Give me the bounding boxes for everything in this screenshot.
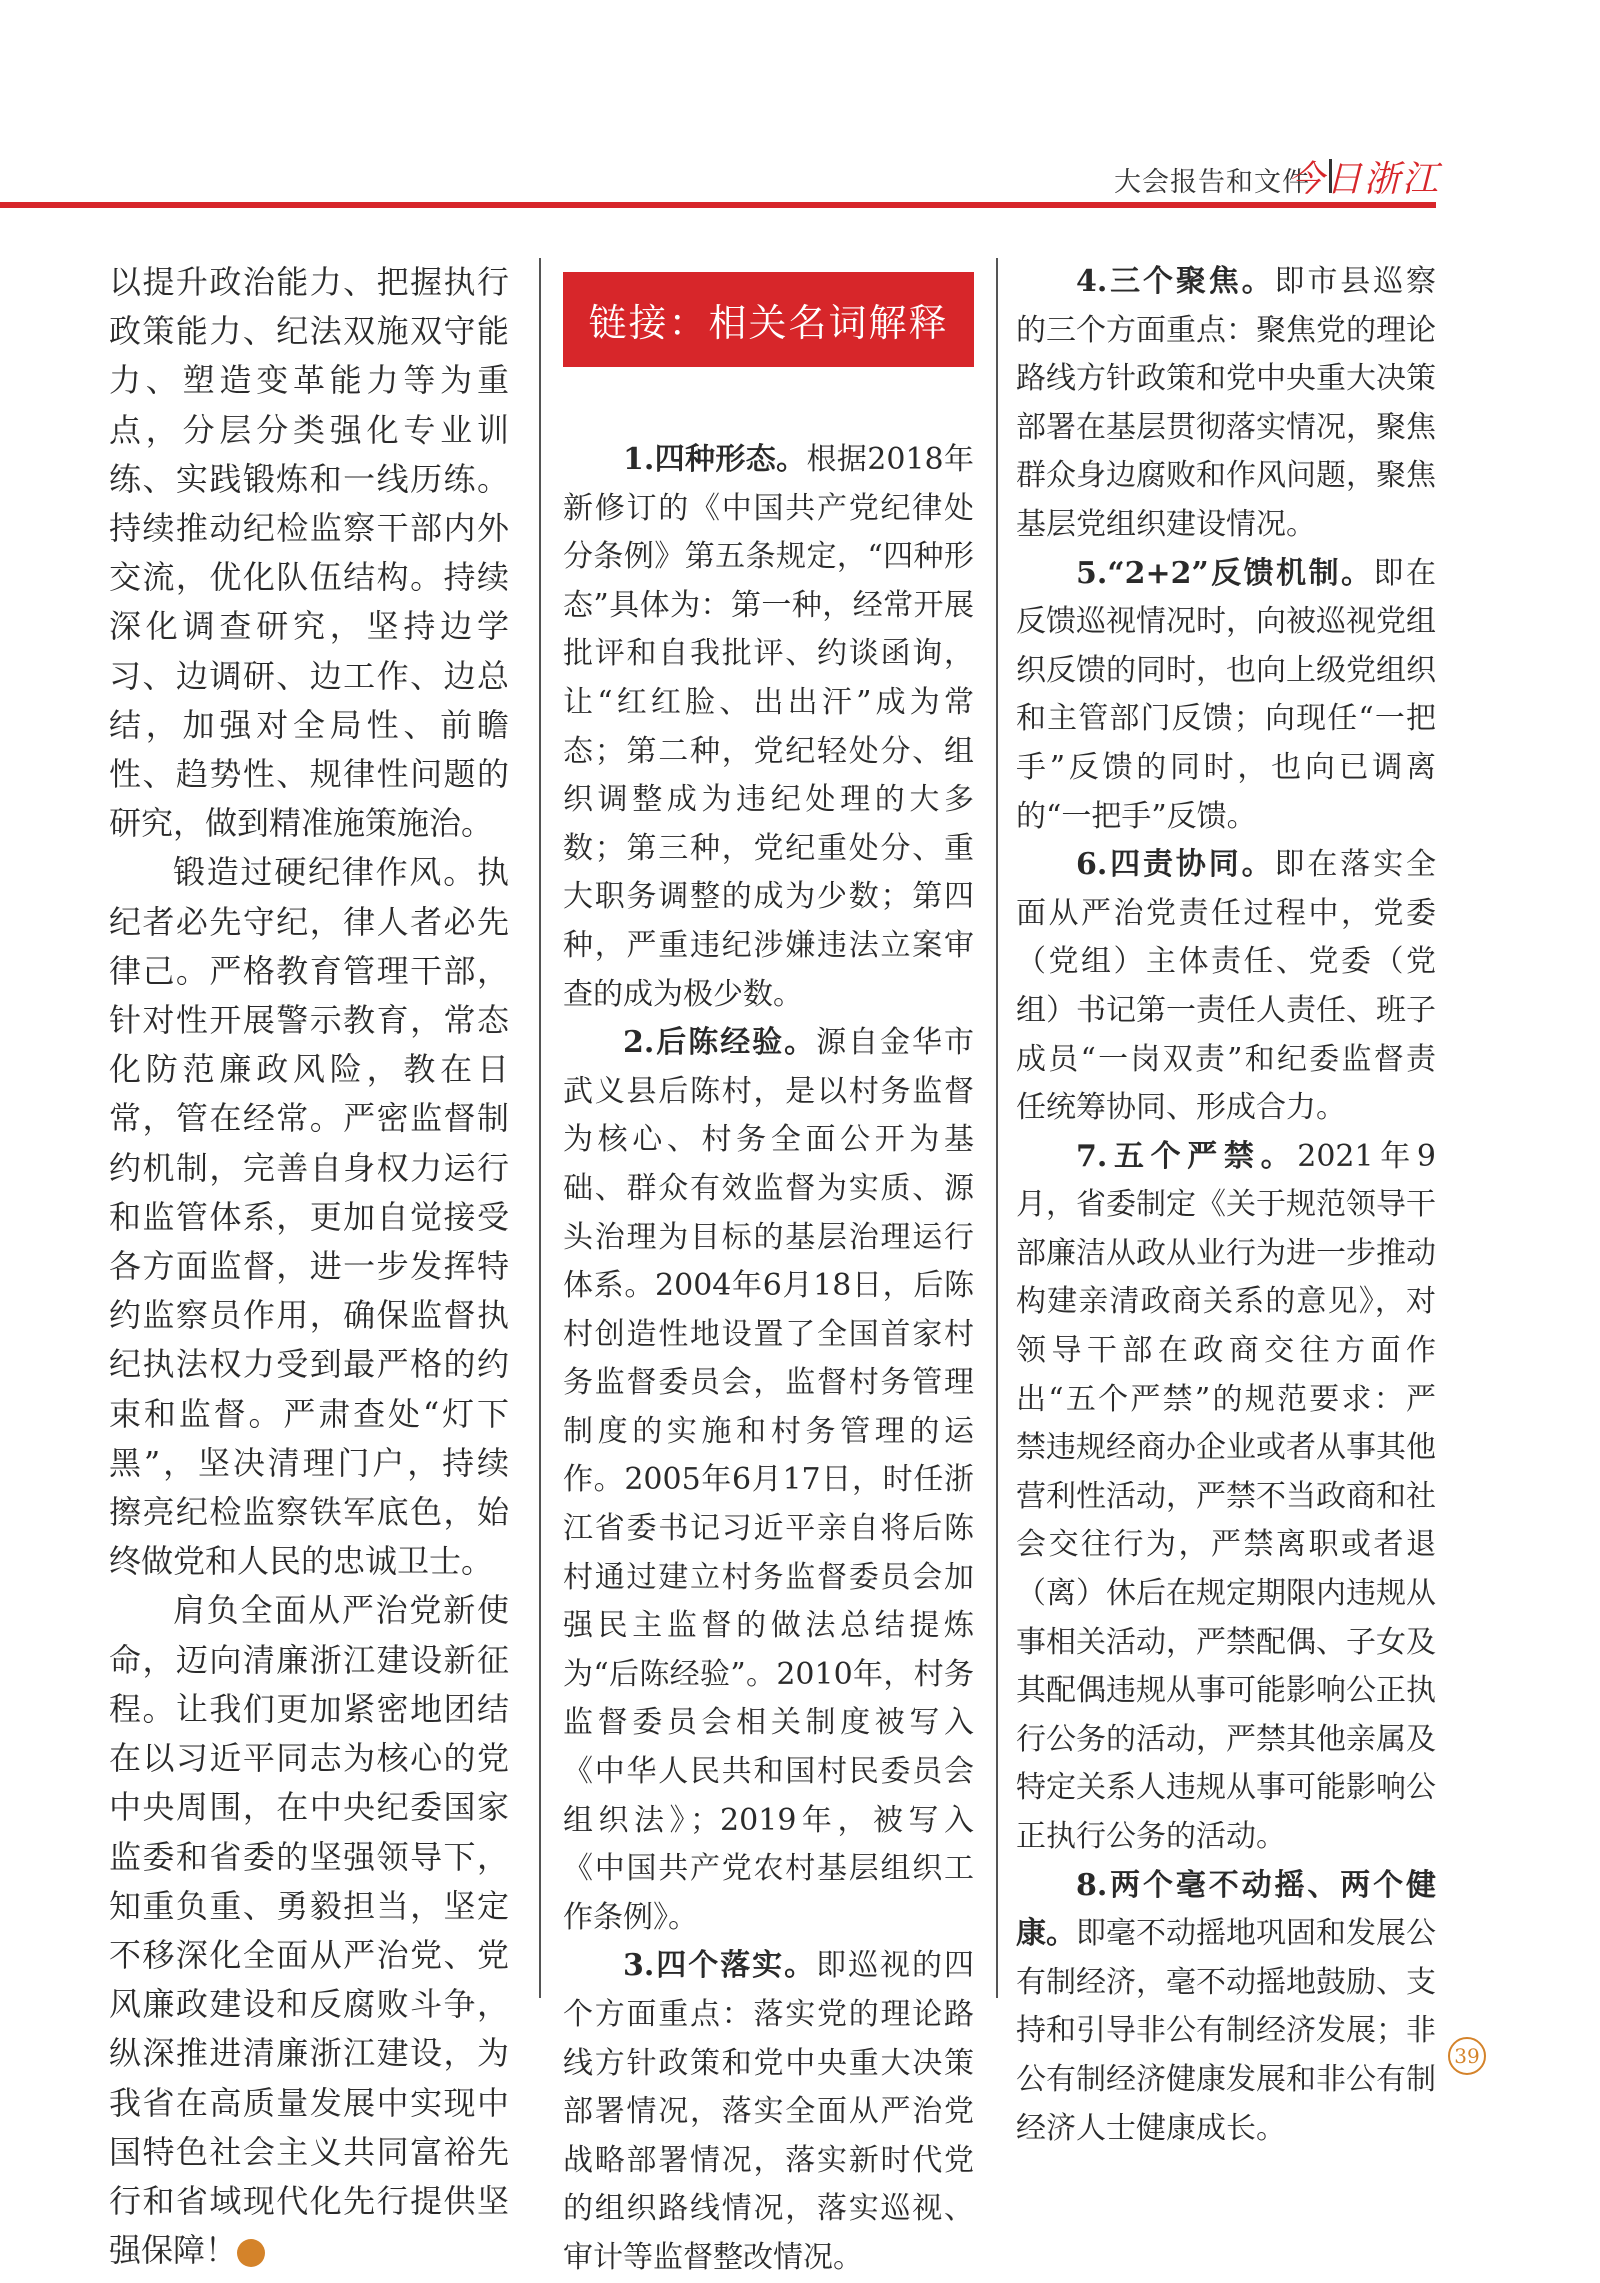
paragraph: 以提升政治能力、把握执行政策能力、纪法双施双守能力、塑造变革能力等为重点，分层分类强化专业训练、实践锻炼和一线历练。持续推动纪检监察干部内外交流，优化队伍结构。持续深化调查研究，坚持边学习、边调研、边工作、边总结，加强对全局性、前瞻性、趋势性、规律性问题的研究，做到精准施策施治。	[109, 263, 509, 843]
glossary-entry	[1016, 841, 1436, 1133]
glossary-column-1	[563, 436, 974, 2283]
glossary-definition: 即毫不动摇地巩固和发展公有制经济，毫不动摇地鼓励、支持和引导非公有制经济发展；非公有制经济健康发展和非公有制经济人士健康成长。	[1016, 1916, 1436, 2146]
paragraph	[109, 1586, 509, 2275]
glossary-entry	[563, 1942, 974, 2282]
glossary-term: 1.四种形态。	[623, 442, 807, 477]
glossary-term: 7.五个严禁。	[1076, 1138, 1298, 1174]
glossary-definition: 2021年9月，省委制定《关于规范领导干部廉洁从政从业行为进一步推动构建亲清政商关系的意见》，对领导干部在政商交往方面作出“五个严禁”的规范要求：严禁违规经商办企业或者从事其他营利性活动，严禁不当政商和社会交往行为，严禁离职或者退（离）休后在规定期限内违规从事相关活动，严禁配偶、子女及其配偶违规从事可能影响公正执行公务的活动，严禁其他亲属及特定关系人违规从事可能影响公正执行公务的活动。	[1016, 1138, 1436, 1854]
header-rule	[0, 202, 1436, 208]
page-number: 39	[1448, 2037, 1486, 2075]
glossary-definition: 即在反馈巡视情况时，向被巡视党组织反馈的同时，也向上级党组织和主管部门反馈；向现任“一把手”反馈的同时，也向已调离的“一把手”反馈。	[1016, 555, 1436, 834]
glossary-term: 6.四责协同。	[1076, 847, 1275, 883]
glossary-term: 4.三个聚焦。	[1076, 264, 1275, 299]
glossary-definition: 源自金华市武义县后陈村，是以村务监督为核心、村务全面公开为基础、群众有效监督为实质、源头治理为目标的基层治理运行体系。2004年6月18日，后陈村创造性地设置了全国首家村务监督委员会，监督村务管理制度的实施和村务管理的运作。2005年6月17日，时任浙江省委书记习近平亲自将后陈村通过建立村务监督委员会加强民主监督的做法总结提炼为“后陈经验”。2010年，村务监督委员会相关制度被写入《中华人民共和国村民委员会组织法》；2019年，被写入《中国共产党农村基层组织工作条例》。	[563, 1025, 974, 1935]
paragraph-body: 肩负全面从严治党新使命，迈向清廉浙江建设新征程。让我们更加紧密地团结在以习近平同志为核心的党中央周围，在中央纪委国家监委和省委的坚强领导下，知重负重、勇毅担当，坚定不移深化全面从严治党、党风廉政建设和反腐败斗争，纵深推进清廉浙江建设，为我省在高质量发展中实现中国特色社会主义共同富裕先行和省域现代化先行提供坚强保障！	[109, 1591, 509, 2270]
glossary-term: 5.“2+2”反馈机制。	[1076, 555, 1374, 591]
paragraph-lead: 锻造过硬纪律作风。	[173, 853, 477, 892]
end-mark-icon: 今	[237, 2239, 265, 2267]
sidebar-title: 链接：相关名词解释	[563, 272, 974, 367]
paragraph	[109, 848, 509, 1586]
paragraph-body: 执纪者必先守纪，律人者必先律己。严格教育管理干部，针对性开展警示教育，常态化防范廉政风险，教在日常，管在经常。严密监督制约机制，完善自身权力运行和监管体系，更加自觉接受各方面监督，进一步发挥特约监察员作用，确保监督执纪执法权力受到最严格的约束和监督。严肃查处“灯下黑”，坚决清理门户，持续擦亮纪检监察铁军底色，始终做党和人民的忠诚卫士。	[109, 853, 509, 1581]
column-divider	[996, 258, 998, 1998]
magazine-logo: 今日浙江	[1287, 159, 1440, 200]
glossary-definition: 即市县巡察的三个方面重点：聚焦党的理论路线方针政策和党中央重大决策部署在基层贯彻落实情况，聚焦群众身边腐败和作风问题，聚焦基层党组织建设情况。	[1016, 264, 1436, 542]
glossary-term: 3.四个落实。	[623, 1948, 817, 1984]
glossary-entry	[563, 1019, 974, 1942]
section-title: 大会报告和文件	[1114, 167, 1310, 198]
glossary-entry	[1016, 1862, 1436, 2154]
glossary-definition: 根据2018年新修订的《中国共产党纪律处分条例》第五条规定，“四种形态”具体为：第一种，经常开展批评和自我批评、约谈函询，让“红红脸、出出汗”成为常态；第二种，党纪轻处分、组织调整成为违纪处理的大多数；第三种，党纪重处分、重大职务调整的成为少数；第四种，严重违纪涉嫌违法立案审查的成为极少数。	[563, 442, 974, 1012]
glossary-entry	[1016, 550, 1436, 842]
glossary-entry	[563, 436, 974, 1019]
page-header	[0, 145, 1600, 215]
glossary-definition: 即巡视的四个方面重点：落实党的理论路线方针政策和党中央重大决策部署情况，落实全面从严治党战略部署情况，落实新时代党的组织路线情况，落实巡视、审计等监督整改情况。	[563, 1948, 974, 2275]
glossary-entry	[1016, 1133, 1436, 1862]
glossary-term: 8.两个毫不动摇、两个健康。	[1016, 1867, 1436, 1952]
column-divider	[539, 258, 541, 1998]
glossary-column-2	[1016, 258, 1436, 2153]
article-column-1	[109, 258, 509, 2275]
glossary-definition: 即在落实全面从严治党责任过程中，党委（党组）主体责任、党委（党组）书记第一责任人责任、班子成员“一岗双责”和纪委监督责任统筹协同、形成合力。	[1016, 847, 1436, 1126]
glossary-term: 2.后陈经验。	[623, 1025, 817, 1061]
glossary-entry	[1016, 258, 1436, 550]
